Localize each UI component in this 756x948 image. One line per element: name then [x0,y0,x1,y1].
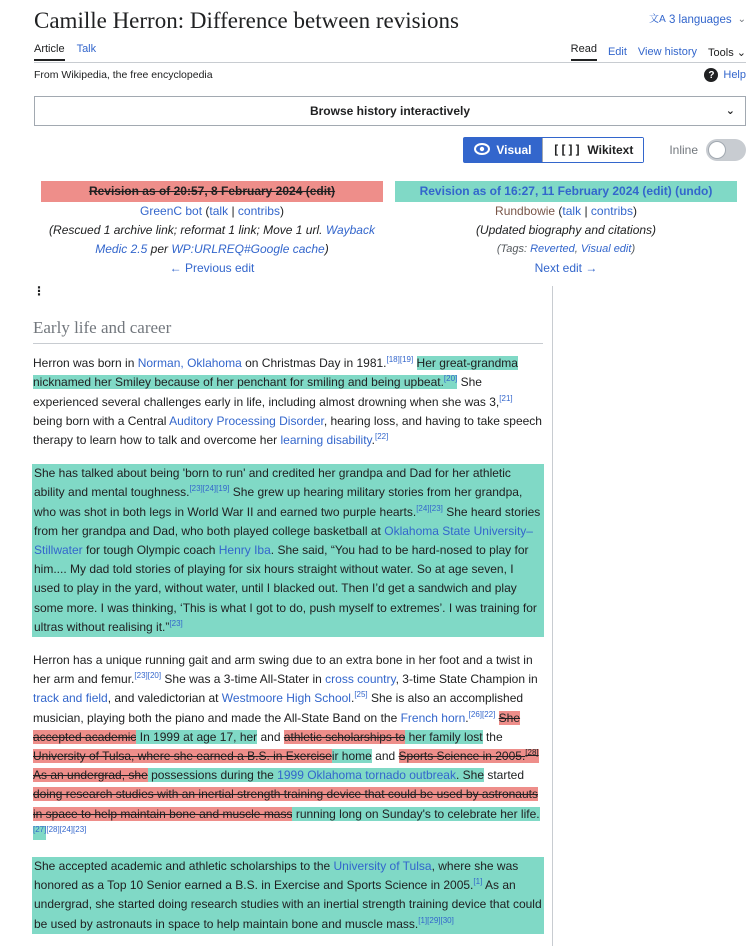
chevron-down-icon: ⌄ [725,105,735,117]
old-summary-link-urlreq[interactable]: WP:URLREQ#Google cache [171,242,325,256]
tab-view-history[interactable]: View history [637,46,698,58]
inline-label: Inline [669,143,698,157]
visual-label: Visual [496,143,532,157]
old-summary-per: per [150,242,168,256]
new-revision-link[interactable]: Revision as of 16:27, 11 February 2024 [419,184,640,198]
link[interactable]: Westmoore High School [221,691,351,706]
old-revision-title[interactable]: Revision as of 20:57, 8 February 2024 (edit) [41,181,383,202]
new-revision-header: Revision as of 16:27, 11 February 2024 (edit) (undo) Rundbowie (talk | contribs) (Updated biography and citations) (Tags: Reverted, Visual edit) Next edit → [395,181,737,278]
toggle-knob [708,141,726,159]
paragraph: Herron has a unique running gait and arm swing due to an extra bone in her foot and a twist in her arm and femur.[23][20] She was a 3-time All-Stater in cross country, 3-time State Champion in track and field, and valedictorian at Westmoore High School.[25] She is also an accomplished musician, playing both the piano and made the All-State Band on the French horn.[26][22] She accepted academic In 1999 at age 17, her and athletic scholarships to her family lost the University of Tulsa, where she earned a B.S. in Exerciseir home and Sports Science in 2005.[28] As an undergrad, she possessions during the 1999 Oklahoma tornado outbreak. She started doing research studies with an inertial strength training device that could be used by astronauts in space to help maintain bone and muscle mass running long on Sunday's to celebrate her life.[27][28][24][23] [33,651,543,843]
tools-label: Tools [708,46,734,59]
languages-label: 3 languages [668,13,732,26]
old-summary: (Rescued 1 archive link; reformat 1 link; Move 1 url. [49,223,323,237]
old-user-link[interactable]: GreenC bot [140,204,203,218]
eye-icon [474,143,490,158]
inserted-paragraph: She accepted academic and athletic scholarships to the University of Tulsa, where she was honored as a Top 10 Senior earned a B.S. in Exercise and Sports Science in 2005.[1] As an undergrad, she started doing research studies with an inertial strength training device that could be used by astronauts in space to help maintain bone and muscle mass.[1][29][30] [32,857,544,934]
tab-talk[interactable]: Talk [76,43,97,55]
paren-close: ) [279,204,284,218]
old-talk-link[interactable]: talk [209,204,229,218]
old-summary-link-wayback[interactable]: Wayback [325,223,375,237]
old-contribs-link[interactable]: contribs [237,204,280,218]
link[interactable]: Henry Iba [218,543,271,558]
tag-visual-edit[interactable]: Visual edit [580,243,632,255]
help-link[interactable] [704,68,746,82]
paragraph: Herron was born in Norman, Oklahoma on Christmas Day in 1981.[18][19] Her great-grandma nicknamed her Smiley because of her penchant for smiling and being upbeat.[20] She experienced several challenges early in life, including almost drowning when she was 3,[21] being born with a Central Auditory Processing Disorder, hearing loss, and having to take speech therapy to learn how to talk and overcome her learning disability.[22] [33,355,542,448]
link[interactable]: Norman, Oklahoma [137,356,242,371]
diff-view-switch [463,137,746,163]
new-summary: (Updated biography and citations) [475,223,657,237]
old-revision-header: Revision as of 20:57, 8 February 2024 (edit) GreenC bot (talk | contribs) (Rescued 1 archive link; reformat 1 link; Move 1 url. Wayback Medic 2.5 per WP:URLREQ#Google cache) ← Previous edit [41,181,383,278]
wikitext-button[interactable] [542,138,644,162]
link[interactable]: Auditory Processing Disorder [169,413,324,428]
next-edit-link[interactable]: Next edit → [534,261,598,275]
wikitext-label: Wikitext [587,143,634,157]
previous-edit-link[interactable]: ← Previous edit [169,261,255,275]
separator: | [231,204,235,218]
paren-open: ( [205,204,210,218]
tag-reverted[interactable]: Reverted [530,243,575,255]
link[interactable]: Oklahoma State University–Stillwater [34,523,533,558]
new-user-link[interactable]: Rundbowie [495,204,556,218]
brackets-icon: [[]] [552,143,582,157]
new-revision-title: Revision as of 16:27, 11 February 2024 (edit) (undo) [395,181,737,202]
paren-open: ( [558,204,563,218]
tags-label: (Tags: [496,243,528,255]
visual-button[interactable] [464,138,541,162]
tags-close: ) [631,243,636,255]
inline-toggle[interactable] [706,139,746,161]
more-icon[interactable]: ⋮ [33,284,45,298]
link[interactable]: cross country [325,672,396,687]
help-label: Help [723,69,746,81]
new-talk-link[interactable]: talk [562,204,582,218]
tools-menu[interactable] [708,46,746,59]
view-segmented-control [463,137,644,163]
question-icon: ? [704,68,718,82]
page-tabs [34,38,746,63]
tab-edit[interactable]: Edit [607,46,627,58]
svg-text:文A: 文A [648,14,666,25]
tab-article[interactable]: Article [34,43,65,61]
section-heading: Early life and career [33,318,543,344]
new-edit-link[interactable]: edit [646,184,668,198]
column-divider [552,286,553,946]
browse-history-button[interactable] [34,96,746,126]
diff-content [33,318,543,948]
link[interactable]: 1999 Oklahoma tornado outbreak [277,768,456,783]
inserted-paragraph: She has talked about being 'born to run' and credited her grandpa and Dad for her athletic ability and mental toughness.[23][24][19] She grew up hearing military stories from her grandpa, who was shot in both legs in World War II and earned two purple hearts.[24][23] She heard stories from her grandpa and Dad, who both played college basketball at Oklahoma State University–Stillwater for tough Olympic coach Henry Iba. She said, “You had to be hard-nosed to play for him.... My dad told stories of playing for six hours straight without water. So at age seven, I used to play in the yard, without water, until I blacked out. Then I’d get a sandwich and play some more. I was thinking, ‘This is what I got to do, push myself to extremes’. I was training for ultras without realising it.”[23] [32,464,544,637]
languages-button[interactable] [649,12,746,27]
tab-read[interactable]: Read [571,43,597,61]
new-contribs-link[interactable]: contribs [590,204,633,218]
paren-close: ) [632,204,637,218]
chevron-down-icon: ⌄ [736,46,746,59]
link[interactable]: University of Tulsa [333,859,432,874]
link[interactable]: French horn [400,710,466,725]
old-summary-link-medic[interactable]: Medic 2.5 [95,242,148,256]
chevron-down-icon: ⌄ [737,14,746,25]
new-undo-link[interactable]: undo [679,184,709,198]
browse-label: Browse history interactively [309,104,471,118]
tagline: From Wikipedia, the free encyclopedia [34,69,213,81]
link[interactable]: learning disability [280,433,372,448]
link[interactable]: track and field [33,691,108,706]
page-title: Camille Herron: Difference between revisions [34,8,459,33]
separator: | [584,204,588,218]
translate-icon [648,12,666,27]
title-bar [34,6,746,40]
